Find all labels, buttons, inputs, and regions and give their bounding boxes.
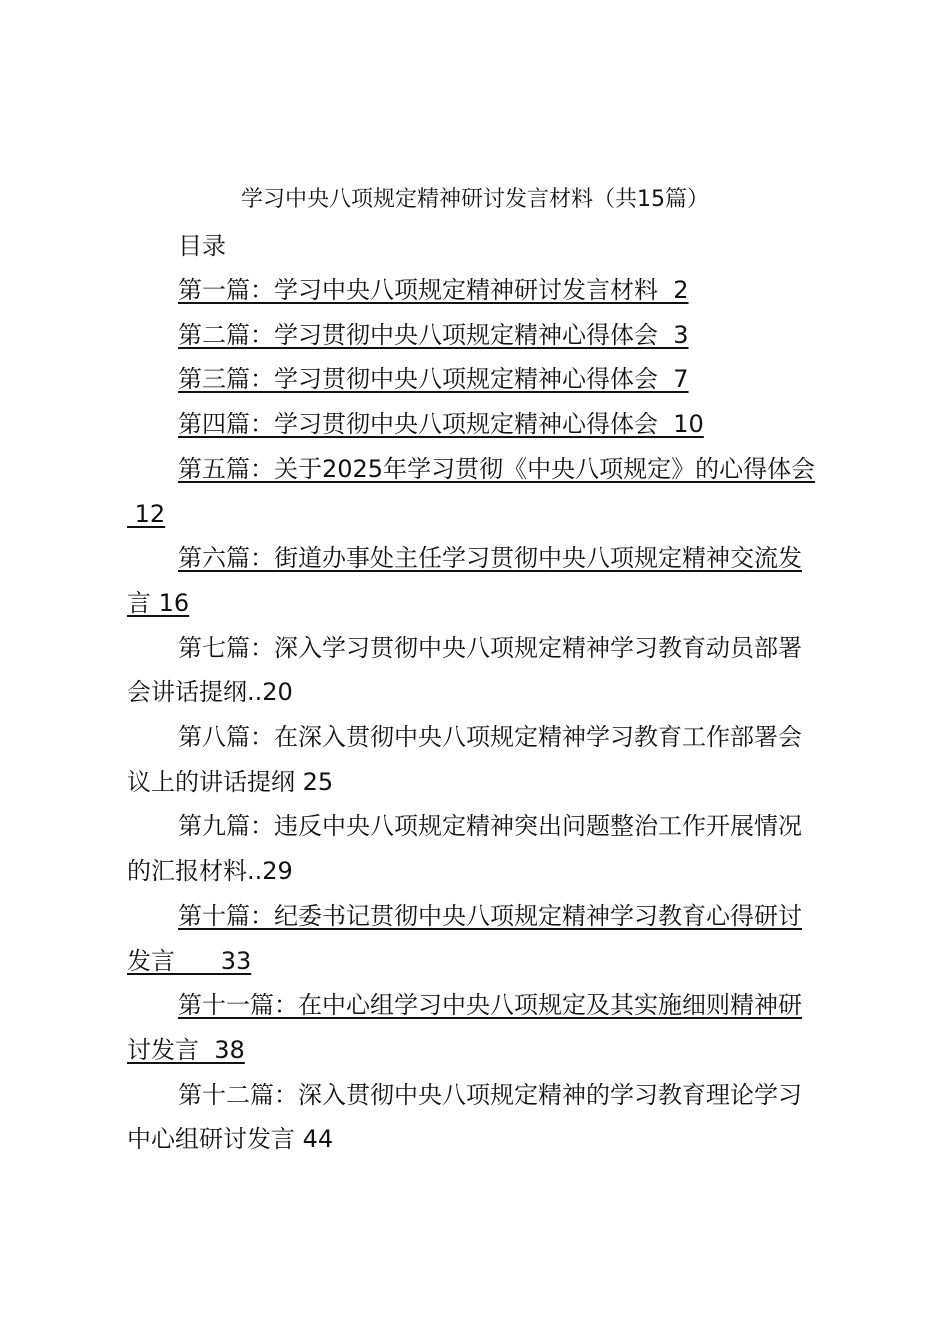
- toc-entry-title[interactable]: 第十一篇：在中心组学习中央八项规定及其实施细则精神研讨发言: [127, 991, 802, 1064]
- toc-entry-10[interactable]: [127, 894, 822, 983]
- toc-entry-title[interactable]: 第十二篇：深入贯彻中央八项规定精神的学习教育理论学习中心组研讨发言: [127, 1080, 802, 1154]
- toc-entry-page: 3: [658, 320, 689, 349]
- toc-entry-page: ..20: [247, 678, 293, 707]
- toc-entry-6[interactable]: [127, 536, 822, 625]
- toc-entry-page: ..29: [247, 857, 293, 886]
- toc-entry-title[interactable]: 第六篇：街道办事处主任学习贯彻中央八项规定精神交流发言: [127, 544, 802, 617]
- toc-entry-8[interactable]: [127, 715, 822, 804]
- toc-entry-9[interactable]: [127, 804, 822, 893]
- toc-entry-12[interactable]: [127, 1073, 822, 1162]
- toc-entry-title[interactable]: 第九篇：违反中央八项规定精神突出问题整治工作开展情况的汇报材料: [127, 812, 802, 886]
- toc-entry-title[interactable]: 第四篇：学习贯彻中央八项规定精神心得体会: [178, 410, 658, 439]
- toc-entry-page: 44: [295, 1125, 334, 1154]
- toc-entry-title[interactable]: 第二篇：学习贯彻中央八项规定精神心得体会: [178, 320, 658, 349]
- toc-heading: 目录: [178, 232, 226, 260]
- toc-entry-title[interactable]: 第八篇：在深入贯彻中央八项规定精神学习教育工作部署会议上的讲话提纲: [127, 723, 802, 796]
- toc-entry-4[interactable]: [127, 402, 822, 447]
- toc-entry-page: 7: [658, 365, 689, 394]
- toc-entry-page: 25: [295, 767, 334, 796]
- toc-entry-page: 12: [127, 499, 166, 528]
- toc-entry-title[interactable]: 第一篇：学习中央八项规定精神研讨发言材料: [178, 276, 658, 304]
- table-of-contents: [127, 268, 822, 1162]
- toc-entry-1[interactable]: [127, 268, 822, 313]
- toc-entry-page: 2: [658, 276, 689, 304]
- toc-entry-page: 33: [175, 946, 252, 975]
- toc-entry-title[interactable]: 第五篇：关于2025年学习贯彻《中央八项规定》的心得体会: [178, 454, 816, 483]
- toc-entry-page: 16: [151, 588, 190, 617]
- toc-entry-page: 38: [199, 1035, 245, 1064]
- toc-entry-page: 10: [658, 410, 704, 439]
- toc-entry-2[interactable]: [127, 313, 822, 358]
- toc-entry-5[interactable]: [127, 447, 822, 536]
- toc-entry-title[interactable]: 第三篇：学习贯彻中央八项规定精神心得体会: [178, 365, 658, 394]
- toc-entry-7[interactable]: [127, 626, 822, 715]
- toc-entry-title[interactable]: 第七篇：深入学习贯彻中央八项规定精神学习教育动员部署会讲话提纲: [127, 633, 802, 707]
- toc-entry-11[interactable]: [127, 983, 822, 1072]
- toc-entry-3[interactable]: [127, 357, 822, 402]
- toc-entry-title[interactable]: 第十篇：纪委书记贯彻中央八项规定精神学习教育心得研讨发言: [127, 901, 802, 975]
- document-title: 学习中央八项规定精神研讨发言材料（共15篇）: [241, 187, 709, 212]
